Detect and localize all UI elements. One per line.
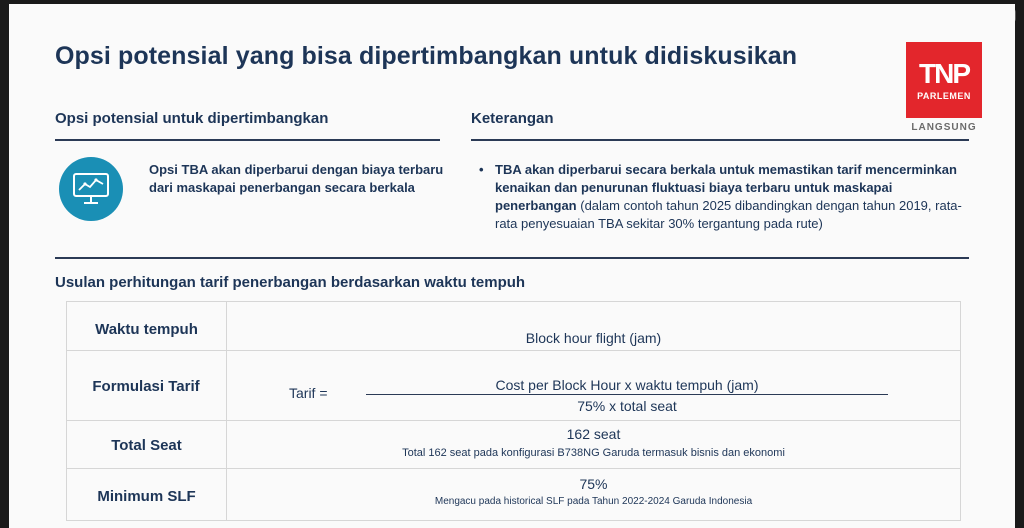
logo-sub: PARLEMEN: [917, 90, 971, 101]
formula-lhs: Tarif =: [289, 385, 328, 401]
total-seat-note: Total 162 seat pada konfigurasi B738NG Garuda termasuk bisnis dan ekonomi: [402, 447, 785, 459]
logo-tagline: LANGSUNG: [911, 122, 977, 133]
right-column-header: Keterangan: [471, 110, 554, 127]
keterangan-normal: (dalam contoh tahun 2025 dibandingkan dengan tahun 2019, rata-rata penyesuaian TBA sekitar 30% tergantung pada rute): [495, 198, 962, 231]
formula-denominator: 75% x total seat: [577, 398, 677, 414]
row-label-waktu-tempuh: Waktu tempuh: [95, 321, 198, 338]
keterangan-bold: TBA akan diperbarui secara berkala untuk memastikan tarif mencerminkan kenaikan dan penurunan fluktuasi biaya terbaru untuk maskapai penerbangan: [495, 162, 957, 213]
monitor-chart-icon: [59, 157, 123, 221]
table-row-divider: [67, 350, 960, 351]
formula-numerator: Cost per Block Hour x waktu tempuh (jam): [495, 377, 759, 393]
logo-mark: TNP: [919, 57, 969, 89]
tnp-logo: [906, 42, 982, 133]
row-label-minimum-slf: Minimum SLF: [97, 488, 196, 505]
left-column-header: Opsi potensial untuk dipertimbangkan: [55, 110, 329, 127]
left-header-rule: [55, 139, 440, 141]
bullet-marker: •: [479, 162, 484, 177]
total-seat-value: 162 seat: [566, 426, 621, 442]
section-divider: [55, 257, 969, 259]
slide: [9, 4, 1015, 528]
row-label-total-seat: Total Seat: [111, 437, 182, 454]
table-row-divider: [67, 420, 960, 421]
section-title: Usulan perhitungan tarif penerbangan berdasarkan waktu tempuh: [55, 274, 526, 291]
fraction-bar: [366, 394, 888, 395]
row-label-formulasi-tarif: Formulasi Tarif: [92, 378, 200, 395]
minimum-slf-value: 75%: [579, 476, 608, 492]
table-row-divider: [67, 468, 960, 469]
option-description: Opsi TBA akan diperbarui dengan biaya terbaru dari maskapai penerbangan secara berkala: [149, 162, 444, 195]
waktu-tempuh-value: Block hour flight (jam): [525, 330, 662, 346]
logo-box: [906, 42, 982, 118]
keterangan-bullet: [479, 161, 969, 233]
minimum-slf-note: Mengacu pada historical SLF pada Tahun 2022-2024 Garuda Indonesia: [434, 496, 753, 507]
page-title: Opsi potensial yang bisa dipertimbangkan untuk didiskusikan: [55, 42, 798, 70]
tariff-table: [66, 301, 961, 521]
right-header-rule: [471, 139, 969, 141]
